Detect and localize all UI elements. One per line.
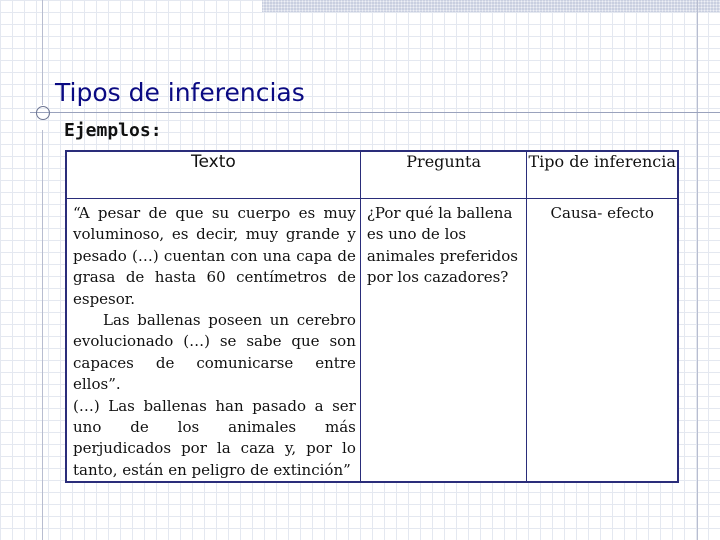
header-tipo: Tipo de inferencia <box>527 151 678 199</box>
texto-paragraph: Las ballenas poseen un cerebro evolucionado (…) se sabe que son capaces de comunicarse entre ellos”. <box>73 311 356 394</box>
examples-table <box>65 150 679 483</box>
title-rule <box>30 112 720 113</box>
decorative-vertical-line <box>697 0 698 540</box>
rule-circle-ornament <box>36 106 50 120</box>
cell-texto <box>66 199 360 483</box>
table-header-row <box>66 151 678 199</box>
header-pregunta: Pregunta <box>360 151 527 199</box>
decorative-top-band <box>262 0 720 12</box>
slide-title: Tipos de inferencias <box>55 78 305 107</box>
texto-paragraph: “A pesar de que su cuerpo es muy voluminoso, es decir, muy grande y pesado (…) cuentan con una capa de grasa de hasta 60 centímetros de espesor. <box>73 204 356 308</box>
cell-tipo: Causa- efecto <box>527 199 678 483</box>
texto-paragraph: (…) Las ballenas han pasado a ser uno de los animales más perjudicados por la caza y, por lo tanto, están en peligro de extinción” <box>73 396 356 479</box>
slide-subtitle: Ejemplos: <box>64 120 162 141</box>
decorative-vertical-line <box>42 0 43 105</box>
decorative-vertical-line <box>42 130 43 540</box>
table-row <box>66 199 678 483</box>
header-texto: Texto <box>66 151 360 199</box>
cell-pregunta: ¿Por qué la ballena es uno de los animales preferidos por los cazadores? <box>360 199 527 483</box>
